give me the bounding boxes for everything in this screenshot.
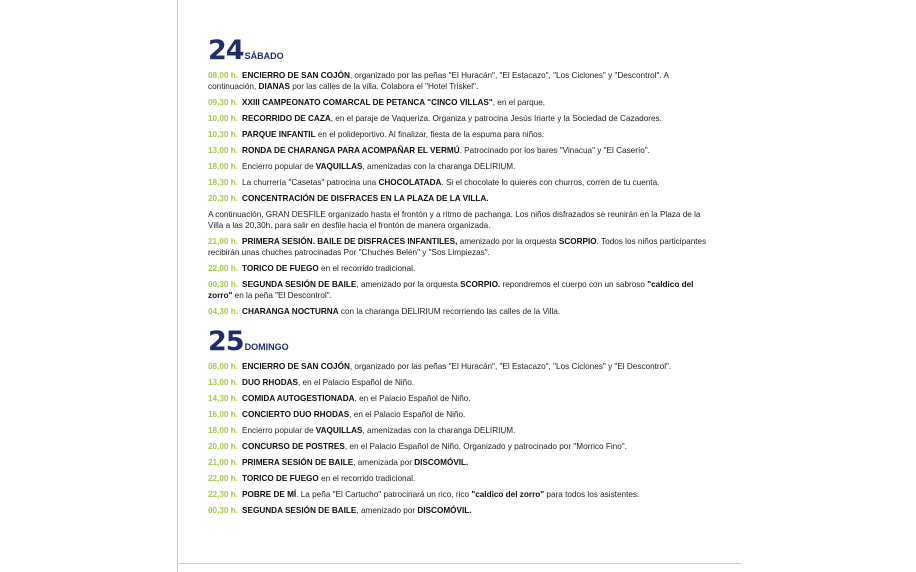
event-item (208, 457, 718, 468)
event-text: por las calles de la villa. Colabora el "Hotel Triskel". (289, 82, 479, 91)
day-name: DOMINGO (244, 342, 289, 352)
event-time: 04,30 h. (208, 307, 239, 316)
event-title: CHOCOLATADA (378, 178, 442, 187)
left-divider (177, 0, 178, 572)
event-item (208, 425, 718, 436)
event-text: A continuación, GRAN DESFILE organizado hasta el frontón y a ritmo de pachanga. Los niños disfrazados se reunirán en la Plaza de la Villa a las 20,30h. para salir en desfile hacia el frontón de manera organizada. (208, 210, 701, 230)
event-time: 08,00 h. (208, 362, 239, 371)
event-text: en el polideportivo. Al finalizar, fiesta de la espuma para niños. (315, 130, 545, 139)
event-time: 22,30 h. (208, 490, 239, 499)
event-time: 10,30 h. (208, 130, 239, 139)
event-text: en la peña "El Descontrol". (232, 291, 332, 300)
event-item (208, 263, 718, 274)
event-time: 20,00 h. (208, 442, 239, 451)
day-number: 24 (208, 35, 244, 66)
event-title: SCORPIO (558, 237, 597, 246)
event-time: 14,30 h. (208, 394, 239, 403)
event-time: 22,00 h. (208, 264, 239, 273)
event-title: CONCENTRACIÓN DE DISFRACES EN LA PLAZA DE LA VILLA. (242, 194, 489, 203)
event-title: SCORPIO. (460, 280, 501, 289)
event-title: PARQUE INFANTIL (242, 130, 316, 139)
event-item (208, 489, 718, 500)
event-text: en el recorrido tradicional. (318, 264, 416, 273)
event-text: repondremos el cuerpo con un sabroso (500, 280, 648, 289)
event-title: "caldico del zorro" (208, 280, 694, 300)
event-text: , en el Palacio Español de Niño. (349, 410, 466, 419)
event-time: 21,00 h. (208, 458, 239, 467)
event-text: , en el paraje de Vaqueriza. Organiza y patrocina Jesús Iriarte y la Sociedad de Cazadores. (330, 114, 662, 123)
day-header (208, 327, 718, 357)
event-item (208, 177, 718, 188)
event-text: , organizado por las peñas "El Huracán", "El Estacazo", "Los Ciclones" y "El Descontrol". (349, 362, 672, 371)
event-text: , en el parque. (492, 98, 546, 107)
event-text: , en el Palacio Español de Niño. (354, 394, 471, 403)
event-title: DISCOMÓVIL. (414, 458, 469, 467)
event-item (208, 306, 718, 317)
event-title: CONCIERTO DUO RHODAS (242, 410, 350, 419)
event-time: 13,00 h. (208, 146, 239, 155)
event-item (208, 129, 718, 140)
bottom-divider (177, 563, 742, 564)
event-item (208, 505, 718, 516)
event-title: DISCOMÓVIL. (417, 506, 472, 515)
event-item (208, 161, 718, 172)
event-time: 13,00 h. (208, 378, 239, 387)
event-item (208, 409, 718, 420)
event-text: , en el Palacio Español de Niño. Organizado y patrocinado por "Morrico Fino". (344, 442, 627, 451)
event-text: , amenizado por (356, 506, 418, 515)
event-time: 22,00 h. (208, 474, 239, 483)
event-text: , amenizadas con la charanga DELIRIUM. (362, 162, 516, 171)
event-item (208, 70, 718, 92)
event-title: PRIMERA SESIÓN DE BAILE (242, 458, 354, 467)
event-time: 18,00 h. (208, 426, 239, 435)
event-title: XXIII CAMPEONATO COMARCAL DE PETANCA "CINCO VILLAS" (242, 98, 493, 107)
event-title: RECORRIDO DE CAZA (242, 114, 331, 123)
event-title: DUO RHODAS (242, 378, 298, 387)
event-title: TORICO DE FUEGO (242, 264, 319, 273)
event-title: SEGUNDA SESIÓN DE BAILE (242, 506, 357, 515)
event-text: , amenizado por la orquesta (356, 280, 461, 289)
event-time: 16,00 h. (208, 410, 239, 419)
day-name: SÁBADO (244, 51, 284, 61)
event-text: Encierro popular de (242, 162, 316, 171)
event-text: , amenizadas con la charanga DELIRIUM. (362, 426, 516, 435)
event-text: con la charanga DELIRIUM recorriendo las calles de la Villa. (338, 307, 561, 316)
event-item (208, 279, 718, 301)
event-text: . Todos los niños participantes recibirán unas chuches patrocinadas Por "Chuches Belén" y "Sos Limpiezas". (208, 237, 707, 257)
event-item (208, 236, 718, 258)
event-title: CHARANGA NOCTURNA (242, 307, 339, 316)
event-title: COMIDA AUTOGESTIONADA (242, 394, 355, 403)
event-item (208, 393, 718, 404)
event-text: , en el Palacio Español de Niño. (298, 378, 415, 387)
event-text: Encierro popular de (242, 426, 316, 435)
event-item (208, 209, 718, 231)
event-text: para todos los asistentes. (544, 490, 640, 499)
event-time: 18,30 h. (208, 178, 239, 187)
event-title: POBRE DE MÍ (242, 490, 297, 499)
day-section (208, 327, 718, 516)
event-text: en el recorrido tradicional. (318, 474, 416, 483)
event-time: 00,30 h. (208, 506, 239, 515)
event-time: 18,00 h. (208, 162, 239, 171)
event-item (208, 193, 718, 204)
event-text: . Si el chocolate lo quieres con churros, corren de tu cuenta. (441, 178, 660, 187)
event-item (208, 441, 718, 452)
event-text: , organizado por las peñas "El Huracán", "El Estacazo", "Los Ciclones" y "Descontrol". A continuación, (208, 71, 669, 91)
event-time: 20,30 h. (208, 194, 239, 203)
event-item (208, 377, 718, 388)
event-title: DIANAS (258, 82, 290, 91)
event-title: "caldico del zorro" (471, 490, 545, 499)
event-title: RONDA DE CHARANGA PARA ACOMPAÑAR EL VERMÚ (242, 146, 460, 155)
event-item (208, 97, 718, 108)
event-time: 10,00 h. (208, 114, 239, 123)
schedule-content (208, 36, 718, 525)
event-title: PRIMERA SESIÓN. BAILE DE DISFRACES INFANTILES, (242, 237, 458, 246)
event-title: ENCIERRO DE SAN COJÓN (242, 362, 350, 371)
event-time: 09,30 h. (208, 98, 239, 107)
event-text: . La peña "El Cartucho" patrocinará un rico, rico (296, 490, 472, 499)
event-time: 08,00 h. (208, 71, 239, 80)
event-text: amenizado por la orquesta (457, 237, 559, 246)
event-item (208, 113, 718, 124)
event-title: SEGUNDA SESIÓN DE BAILE (242, 280, 357, 289)
event-item (208, 145, 718, 156)
day-header (208, 36, 718, 66)
event-time: 21,00 h. (208, 237, 239, 246)
event-title: ENCIERRO DE SAN COJÓN (242, 71, 350, 80)
day-number: 25 (208, 326, 244, 357)
day-section (208, 36, 718, 317)
event-title: CONCURSO DE POSTRES (242, 442, 345, 451)
event-title: VAQUILLAS (315, 426, 363, 435)
event-time: 00,30 h. (208, 280, 239, 289)
event-text: La churrería "Casetas" patrocina una (242, 178, 379, 187)
event-item (208, 473, 718, 484)
event-title: VAQUILLAS (315, 162, 363, 171)
event-text: . Patrocinado por los bares "Vinacua" y "El Caserío". (459, 146, 650, 155)
event-item (208, 361, 718, 372)
event-title: TORICO DE FUEGO (242, 474, 319, 483)
event-text: , amenizada por (353, 458, 415, 467)
